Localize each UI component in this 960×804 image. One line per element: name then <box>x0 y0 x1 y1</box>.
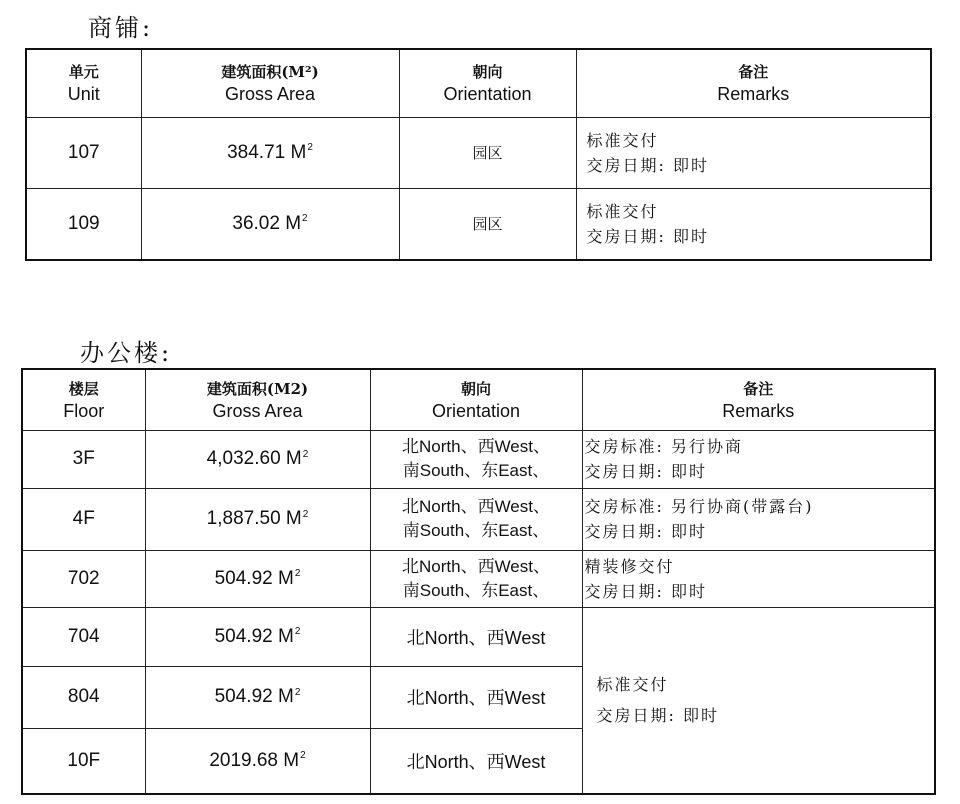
orientation-cell: 北North、西West、 南South、东East、 <box>370 430 582 488</box>
orientation-cell: 北North、西West <box>370 607 582 666</box>
floor-cell: 3F <box>22 430 145 488</box>
orientation-cell: 园区 <box>399 117 576 188</box>
table-row <box>22 607 935 666</box>
table-row <box>26 188 931 260</box>
area-cell: 2019.68 $M^2$ <box>145 728 370 794</box>
header-floor: 楼层 Floor <box>22 369 145 430</box>
area-cell: 504.92 $M^2$ <box>145 666 370 728</box>
unit-cell: 109 <box>26 188 141 260</box>
area-cell: 504.92 $M^2$ <box>145 550 370 607</box>
area-cell: 504.92 $M^2$ <box>145 607 370 666</box>
area-cell: 4,032.60 $M^2$ <box>145 430 370 488</box>
header-unit: 单元 Unit <box>26 49 141 117</box>
shops-table <box>25 48 932 261</box>
orientation-cell: 北North、西West、 南South、东East、 <box>370 550 582 607</box>
header-orientation: 朝向 Orientation <box>399 49 576 117</box>
header-gross-area: 建筑面积(M²) Gross Area <box>141 49 399 117</box>
offices-section-title: 办公楼: <box>80 339 173 367</box>
area-cell: 1,887.50 $M^2$ <box>145 488 370 550</box>
remarks-cell: 交房标准: 另行协商(带露台) 交房日期: 即时 <box>582 488 935 550</box>
orientation-cell: 园区 <box>399 188 576 260</box>
header-orientation: 朝向 Orientation <box>370 369 582 430</box>
table-row <box>22 488 935 550</box>
table-header-row <box>22 369 935 430</box>
remarks-cell: 交房标准: 另行协商 交房日期: 即时 <box>582 430 935 488</box>
table-row <box>26 117 931 188</box>
merged-remarks-cell: 标准交付 交房日期: 即时 <box>582 607 935 794</box>
offices-table <box>21 368 936 795</box>
remarks-cell: 标准交付 交房日期: 即时 <box>576 188 931 260</box>
floor-cell: 10F <box>22 728 145 794</box>
orientation-cell: 北North、西West <box>370 666 582 728</box>
floor-cell: 804 <box>22 666 145 728</box>
orientation-cell: 北North、西West <box>370 728 582 794</box>
header-remarks: 备注 Remarks <box>582 369 935 430</box>
header-remarks: 备注 Remarks <box>576 49 931 117</box>
unit-cell: 107 <box>26 117 141 188</box>
floor-cell: 702 <box>22 550 145 607</box>
floor-cell: 704 <box>22 607 145 666</box>
area-cell: 384.71 $M^2$ <box>141 117 399 188</box>
table-header-row <box>26 49 931 117</box>
area-cell: 36.02 $M^2$ <box>141 188 399 260</box>
header-gross-area: 建筑面积(M2) Gross Area <box>145 369 370 430</box>
shops-section-title: 商铺: <box>88 14 154 42</box>
table-row <box>22 550 935 607</box>
orientation-cell: 北North、西West、 南South、东East、 <box>370 488 582 550</box>
floor-cell: 4F <box>22 488 145 550</box>
remarks-cell: 标准交付 交房日期: 即时 <box>576 117 931 188</box>
remarks-cell: 精装修交付 交房日期: 即时 <box>582 550 935 607</box>
table-row <box>22 430 935 488</box>
